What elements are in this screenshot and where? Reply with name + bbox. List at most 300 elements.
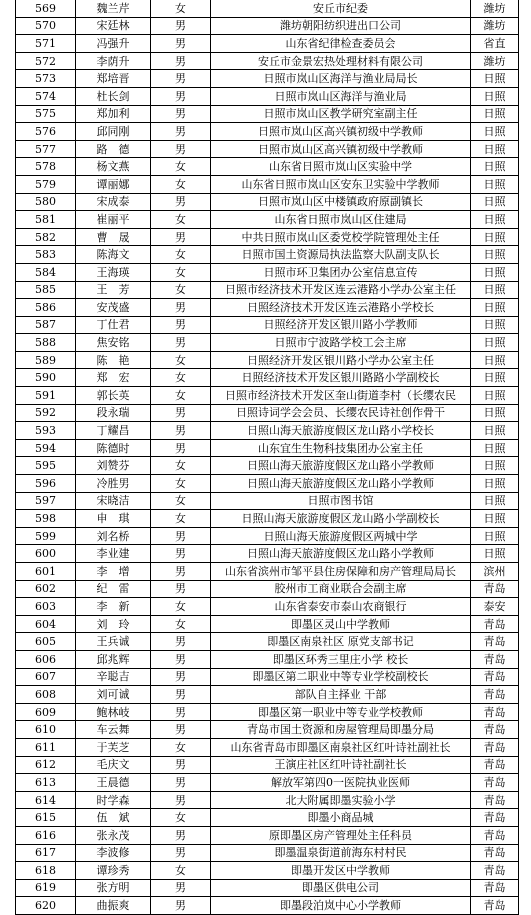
name-cell: 曹 晟 — [76, 228, 151, 246]
name-cell: 陈海文 — [76, 246, 151, 264]
table-row — [16, 510, 519, 528]
workplace-cell: 安丘市金景宏热处理材料有限公司 — [211, 52, 471, 70]
row-number-cell: 592 — [16, 404, 76, 422]
region-cell: 日照 — [471, 140, 519, 158]
table-row — [16, 175, 519, 193]
region-cell: 省直 — [471, 35, 519, 53]
table-row — [16, 263, 519, 281]
name-cell: 丁仕君 — [76, 316, 151, 334]
region-cell: 青岛 — [471, 879, 519, 897]
name-cell: 宋晓洁 — [76, 492, 151, 510]
gender-cell: 男 — [151, 580, 211, 598]
gender-cell: 男 — [151, 123, 211, 141]
region-cell: 日照 — [471, 404, 519, 422]
workplace-cell: 即墨开发区中学教师 — [211, 862, 471, 880]
name-cell: 杜长剑 — [76, 87, 151, 105]
gender-cell: 女 — [151, 281, 211, 299]
table-row — [16, 879, 519, 897]
table-row — [16, 650, 519, 668]
name-cell: 车云舞 — [76, 721, 151, 739]
row-number-cell: 594 — [16, 439, 76, 457]
name-cell: 谭丽娜 — [76, 175, 151, 193]
gender-cell: 男 — [151, 897, 211, 915]
region-cell: 日照 — [471, 439, 519, 457]
workplace-cell: 日照市宁波路学校工会主席 — [211, 334, 471, 352]
gender-cell: 男 — [151, 140, 211, 158]
name-cell: 陈德时 — [76, 439, 151, 457]
workplace-cell: 日照市经济技术开发区连云港路小学办公室主任 — [211, 281, 471, 299]
table-row — [16, 774, 519, 792]
workplace-cell: 山东省日照市岚山区住建局 — [211, 211, 471, 229]
table-row — [16, 123, 519, 141]
table-row — [16, 228, 519, 246]
region-cell: 青岛 — [471, 774, 519, 792]
workplace-cell: 解放军第四0一医院执业医师 — [211, 774, 471, 792]
table-row — [16, 668, 519, 686]
workplace-cell: 日照市岚山区教学研究室副主任 — [211, 105, 471, 123]
region-cell: 青岛 — [471, 826, 519, 844]
region-cell: 日照 — [471, 105, 519, 123]
workplace-cell: 潍坊朝阳纺织进出口公司 — [211, 17, 471, 35]
name-cell: 李业建 — [76, 545, 151, 563]
gender-cell: 男 — [151, 52, 211, 70]
region-cell: 日照 — [471, 351, 519, 369]
name-cell: 时学森 — [76, 791, 151, 809]
region-cell: 日照 — [471, 457, 519, 475]
name-cell: 曲振爽 — [76, 897, 151, 915]
row-number-cell: 586 — [16, 299, 76, 317]
workplace-cell: 即墨温泉街道前海东村村民 — [211, 844, 471, 862]
row-number-cell: 595 — [16, 457, 76, 475]
gender-cell: 女 — [151, 0, 211, 17]
region-cell: 青岛 — [471, 650, 519, 668]
region-cell: 青岛 — [471, 721, 519, 739]
workplace-cell: 日照市岚山区高兴镇初级中学教师 — [211, 140, 471, 158]
gender-cell: 男 — [151, 193, 211, 211]
workplace-cell: 山东宜生生物科技集团办公室主任 — [211, 439, 471, 457]
gender-cell: 男 — [151, 17, 211, 35]
gender-cell: 男 — [151, 879, 211, 897]
name-cell: 郑加利 — [76, 105, 151, 123]
workplace-cell: 日照市岚山区海洋与渔业局 — [211, 87, 471, 105]
table-row — [16, 35, 519, 53]
row-number-cell: 610 — [16, 721, 76, 739]
row-number-cell: 587 — [16, 316, 76, 334]
region-cell: 青岛 — [471, 897, 519, 915]
row-number-cell: 608 — [16, 686, 76, 704]
name-cell: 毛庆文 — [76, 756, 151, 774]
name-cell: 李波修 — [76, 844, 151, 862]
gender-cell: 女 — [151, 598, 211, 616]
row-number-cell: 609 — [16, 703, 76, 721]
name-cell: 王兵诚 — [76, 633, 151, 651]
workplace-cell: 日照山海天旅游度假区龙山路小学教师 — [211, 457, 471, 475]
name-cell: 杨文燕 — [76, 158, 151, 176]
region-cell: 滨州 — [471, 563, 519, 581]
region-cell: 青岛 — [471, 686, 519, 704]
gender-cell: 男 — [151, 316, 211, 334]
workplace-cell: 原即墨区房产管理处主任科员 — [211, 826, 471, 844]
workplace-cell: 山东省青岛市即墨区南泉社区红叶诗社副社长 — [211, 738, 471, 756]
table-row — [16, 404, 519, 422]
gender-cell: 男 — [151, 87, 211, 105]
name-cell: 辛聪吉 — [76, 668, 151, 686]
name-cell: 焦安铭 — [76, 334, 151, 352]
row-number-cell: 615 — [16, 809, 76, 827]
table-row — [16, 246, 519, 264]
workplace-cell: 日照市岚山区高兴镇初级中学教师 — [211, 123, 471, 141]
workplace-cell: 即墨区环秀三里庄小学 校长 — [211, 650, 471, 668]
workplace-cell: 即墨区供电公司 — [211, 879, 471, 897]
workplace-cell: 日照市岚山区海洋与渔业局局长 — [211, 70, 471, 88]
name-cell: 邱同刚 — [76, 123, 151, 141]
name-cell: 申 琪 — [76, 510, 151, 528]
gender-cell: 男 — [151, 791, 211, 809]
workplace-cell: 日照经济开发区银川路小学办公室主任 — [211, 351, 471, 369]
gender-cell: 男 — [151, 422, 211, 440]
gender-cell: 男 — [151, 35, 211, 53]
gender-cell: 男 — [151, 668, 211, 686]
region-cell: 日照 — [471, 193, 519, 211]
region-cell: 青岛 — [471, 756, 519, 774]
gender-cell: 女 — [151, 492, 211, 510]
table-row — [16, 158, 519, 176]
workplace-cell: 即墨区灵山中学教师 — [211, 615, 471, 633]
row-number-cell: 574 — [16, 87, 76, 105]
workplace-cell: 安丘市纪委 — [211, 0, 471, 17]
name-cell: 丁耀昌 — [76, 422, 151, 440]
row-number-cell: 620 — [16, 897, 76, 915]
gender-cell: 女 — [151, 862, 211, 880]
row-number-cell: 605 — [16, 633, 76, 651]
workplace-cell: 日照山海天旅游度假区龙山路小学教师 — [211, 545, 471, 563]
name-cell: 刘可诚 — [76, 686, 151, 704]
table-row — [16, 809, 519, 827]
table-row — [16, 703, 519, 721]
workplace-cell: 日照山海天旅游度假区龙山路小学校长 — [211, 422, 471, 440]
name-cell: 王 芳 — [76, 281, 151, 299]
row-number-cell: 585 — [16, 281, 76, 299]
workplace-cell: 山东省泰安市泰山农商银行 — [211, 598, 471, 616]
row-number-cell: 618 — [16, 862, 76, 880]
region-cell: 青岛 — [471, 809, 519, 827]
workplace-cell: 山东省纪律检查委员会 — [211, 35, 471, 53]
name-cell: 邱兆辉 — [76, 650, 151, 668]
gender-cell: 男 — [151, 545, 211, 563]
region-cell: 青岛 — [471, 738, 519, 756]
row-number-cell: 601 — [16, 563, 76, 581]
workplace-cell: 山东省日照市岚山区安东卫实验中学教师 — [211, 175, 471, 193]
region-cell: 日照 — [471, 316, 519, 334]
workplace-cell: 王演庄社区红叶诗社副社长 — [211, 756, 471, 774]
table-row — [16, 686, 519, 704]
gender-cell: 女 — [151, 158, 211, 176]
row-number-cell: 596 — [16, 475, 76, 493]
table-row — [16, 140, 519, 158]
roster-sheet — [15, 0, 518, 913]
table-row — [16, 351, 519, 369]
gender-cell: 男 — [151, 686, 211, 704]
row-number-cell: 614 — [16, 791, 76, 809]
table-row — [16, 721, 519, 739]
name-cell: 李 新 — [76, 598, 151, 616]
region-cell: 日照 — [471, 211, 519, 229]
gender-cell: 女 — [151, 211, 211, 229]
gender-cell: 女 — [151, 369, 211, 387]
region-cell: 青岛 — [471, 703, 519, 721]
workplace-cell: 日照诗词学会会员、长缨农民诗社创作骨干 — [211, 404, 471, 422]
name-cell: 李荫升 — [76, 52, 151, 70]
table-row — [16, 615, 519, 633]
workplace-cell: 日照山海天旅游度假区龙山路小学教师 — [211, 475, 471, 493]
region-cell: 潍坊 — [471, 52, 519, 70]
row-number-cell: 604 — [16, 615, 76, 633]
roster-table — [15, 0, 519, 915]
table-row — [16, 457, 519, 475]
row-number-cell: 602 — [16, 580, 76, 598]
region-cell: 青岛 — [471, 668, 519, 686]
name-cell: 鲍林岐 — [76, 703, 151, 721]
region-cell: 日照 — [471, 281, 519, 299]
region-cell: 潍坊 — [471, 0, 519, 17]
name-cell: 刘名桥 — [76, 527, 151, 545]
row-number-cell: 583 — [16, 246, 76, 264]
gender-cell: 女 — [151, 475, 211, 493]
table-row — [16, 756, 519, 774]
workplace-cell: 日照市图书馆 — [211, 492, 471, 510]
gender-cell: 女 — [151, 263, 211, 281]
workplace-cell: 日照市岚山区中楼镇政府原副镇长 — [211, 193, 471, 211]
region-cell: 日照 — [471, 510, 519, 528]
workplace-cell: 胶州市工商业联合会副主席 — [211, 580, 471, 598]
gender-cell: 男 — [151, 721, 211, 739]
name-cell: 宋成泰 — [76, 193, 151, 211]
region-cell: 日照 — [471, 246, 519, 264]
gender-cell: 女 — [151, 809, 211, 827]
table-row — [16, 105, 519, 123]
row-number-cell: 617 — [16, 844, 76, 862]
workplace-cell: 山东省日照市岚山区实验中学 — [211, 158, 471, 176]
workplace-cell: 日照经济开发区银川路小学教师 — [211, 316, 471, 334]
gender-cell: 女 — [151, 387, 211, 405]
table-row — [16, 633, 519, 651]
region-cell: 日照 — [471, 87, 519, 105]
region-cell: 日照 — [471, 299, 519, 317]
region-cell: 青岛 — [471, 791, 519, 809]
name-cell: 纪 雷 — [76, 580, 151, 598]
gender-cell: 男 — [151, 774, 211, 792]
row-number-cell: 578 — [16, 158, 76, 176]
table-row — [16, 527, 519, 545]
gender-cell: 男 — [151, 633, 211, 651]
region-cell: 日照 — [471, 228, 519, 246]
region-cell: 日照 — [471, 475, 519, 493]
name-cell: 冷胜男 — [76, 475, 151, 493]
table-row — [16, 563, 519, 581]
table-row — [16, 492, 519, 510]
table-row — [16, 211, 519, 229]
region-cell: 日照 — [471, 492, 519, 510]
gender-cell: 男 — [151, 228, 211, 246]
name-cell: 刘 玲 — [76, 615, 151, 633]
region-cell: 日照 — [471, 158, 519, 176]
region-cell: 青岛 — [471, 580, 519, 598]
table-row — [16, 439, 519, 457]
row-number-cell: 600 — [16, 545, 76, 563]
name-cell: 谭珍秀 — [76, 862, 151, 880]
row-number-cell: 597 — [16, 492, 76, 510]
table-row — [16, 369, 519, 387]
workplace-cell: 即墨小商品城 — [211, 809, 471, 827]
name-cell: 崔丽平 — [76, 211, 151, 229]
region-cell: 潍坊 — [471, 17, 519, 35]
gender-cell: 男 — [151, 650, 211, 668]
name-cell: 刘赞芬 — [76, 457, 151, 475]
workplace-cell: 日照市国土资源局执法监察大队副支队长 — [211, 246, 471, 264]
table-row — [16, 844, 519, 862]
row-number-cell: 590 — [16, 369, 76, 387]
row-number-cell: 573 — [16, 70, 76, 88]
workplace-cell: 青岛市国土资源和房屋管理局即墨分局 — [211, 721, 471, 739]
workplace-cell: 即墨区第二职业中等专业学校副校长 — [211, 668, 471, 686]
gender-cell: 男 — [151, 563, 211, 581]
table-row — [16, 334, 519, 352]
row-number-cell: 577 — [16, 140, 76, 158]
workplace-cell: 山东省滨州市邹平县住房保障和房产管理局局长 — [211, 563, 471, 581]
region-cell: 青岛 — [471, 844, 519, 862]
row-number-cell: 579 — [16, 175, 76, 193]
table-row — [16, 316, 519, 334]
workplace-cell: 中共日照市岚山区委党校学院管理处主任 — [211, 228, 471, 246]
row-number-cell: 607 — [16, 668, 76, 686]
workplace-cell: 即墨区第一职业中等专业学校教师 — [211, 703, 471, 721]
table-row — [16, 17, 519, 35]
roster-body — [16, 0, 519, 914]
name-cell: 安茂盛 — [76, 299, 151, 317]
table-row — [16, 422, 519, 440]
gender-cell: 女 — [151, 175, 211, 193]
gender-cell: 女 — [151, 457, 211, 475]
gender-cell: 男 — [151, 439, 211, 457]
name-cell: 王海瑛 — [76, 263, 151, 281]
name-cell: 陈 艳 — [76, 351, 151, 369]
row-number-cell: 581 — [16, 211, 76, 229]
gender-cell: 女 — [151, 615, 211, 633]
gender-cell: 女 — [151, 246, 211, 264]
row-number-cell: 612 — [16, 756, 76, 774]
table-row — [16, 580, 519, 598]
row-number-cell: 598 — [16, 510, 76, 528]
name-cell: 郑培晋 — [76, 70, 151, 88]
table-row — [16, 0, 519, 17]
gender-cell: 女 — [151, 510, 211, 528]
row-number-cell: 575 — [16, 105, 76, 123]
table-row — [16, 52, 519, 70]
region-cell: 日照 — [471, 334, 519, 352]
workplace-cell: 日照山海天旅游度假区两城中学 — [211, 527, 471, 545]
table-row — [16, 87, 519, 105]
region-cell: 日照 — [471, 387, 519, 405]
row-number-cell: 580 — [16, 193, 76, 211]
region-cell: 泰安 — [471, 598, 519, 616]
name-cell: 宋廷林 — [76, 17, 151, 35]
table-row — [16, 826, 519, 844]
workplace-cell: 日照经济技术开发区连云港路小学校长 — [211, 299, 471, 317]
gender-cell: 男 — [151, 844, 211, 862]
table-row — [16, 738, 519, 756]
workplace-cell: 部队自主择业 干部 — [211, 686, 471, 704]
row-number-cell: 570 — [16, 17, 76, 35]
gender-cell: 男 — [151, 404, 211, 422]
gender-cell: 男 — [151, 105, 211, 123]
region-cell: 日照 — [471, 527, 519, 545]
table-row — [16, 299, 519, 317]
row-number-cell: 569 — [16, 0, 76, 17]
workplace-cell: 即墨区南泉社区 原党支部书记 — [211, 633, 471, 651]
row-number-cell: 616 — [16, 826, 76, 844]
name-cell: 冯强升 — [76, 35, 151, 53]
region-cell: 日照 — [471, 123, 519, 141]
row-number-cell: 589 — [16, 351, 76, 369]
row-number-cell: 599 — [16, 527, 76, 545]
gender-cell: 男 — [151, 756, 211, 774]
row-number-cell: 613 — [16, 774, 76, 792]
name-cell: 段永瑞 — [76, 404, 151, 422]
table-row — [16, 193, 519, 211]
region-cell: 青岛 — [471, 615, 519, 633]
name-cell: 郑 宏 — [76, 369, 151, 387]
table-row — [16, 70, 519, 88]
workplace-cell: 日照经济技术开发区银川路路小学副校长 — [211, 369, 471, 387]
row-number-cell: 593 — [16, 422, 76, 440]
name-cell: 张方明 — [76, 879, 151, 897]
gender-cell: 女 — [151, 738, 211, 756]
workplace-cell: 日照山海天旅游度假区龙山路小学副校长 — [211, 510, 471, 528]
gender-cell: 男 — [151, 826, 211, 844]
gender-cell: 男 — [151, 299, 211, 317]
region-cell: 青岛 — [471, 633, 519, 651]
region-cell: 青岛 — [471, 862, 519, 880]
table-row — [16, 791, 519, 809]
name-cell: 郭长英 — [76, 387, 151, 405]
row-number-cell: 591 — [16, 387, 76, 405]
region-cell: 日照 — [471, 369, 519, 387]
row-number-cell: 576 — [16, 123, 76, 141]
row-number-cell: 603 — [16, 598, 76, 616]
name-cell: 张永茂 — [76, 826, 151, 844]
gender-cell: 男 — [151, 527, 211, 545]
name-cell: 李 增 — [76, 563, 151, 581]
name-cell: 路 德 — [76, 140, 151, 158]
workplace-cell: 日照市环卫集团办公室信息宣传 — [211, 263, 471, 281]
workplace-cell: 北大附属即墨实验小学 — [211, 791, 471, 809]
table-row — [16, 387, 519, 405]
workplace-cell: 日照市经济技术开发区奎山街道李村（长缨农民 — [211, 387, 471, 405]
row-number-cell: 572 — [16, 52, 76, 70]
row-number-cell: 582 — [16, 228, 76, 246]
gender-cell: 男 — [151, 334, 211, 352]
table-row — [16, 475, 519, 493]
row-number-cell: 611 — [16, 738, 76, 756]
name-cell: 王晨德 — [76, 774, 151, 792]
row-number-cell: 588 — [16, 334, 76, 352]
table-row — [16, 862, 519, 880]
region-cell: 日照 — [471, 545, 519, 563]
row-number-cell: 619 — [16, 879, 76, 897]
gender-cell: 女 — [151, 351, 211, 369]
name-cell: 于芙芝 — [76, 738, 151, 756]
gender-cell: 男 — [151, 703, 211, 721]
